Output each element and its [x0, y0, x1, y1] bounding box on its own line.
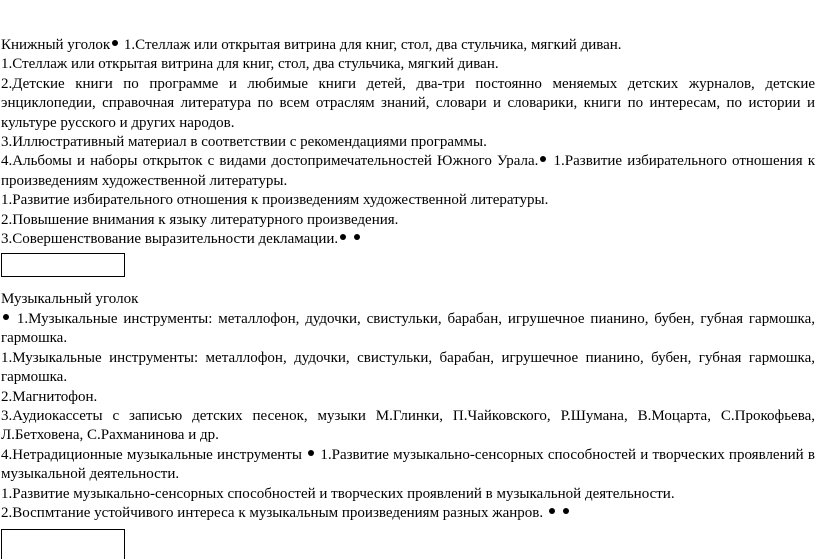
bullet-icon	[563, 508, 569, 514]
bullet-icon	[354, 234, 360, 240]
book-corner-goal-1: 1.Развитие избирательного отношения к произведениям художественной литературы.	[1, 192, 549, 209]
music-corner-goal-1: 1.Развитие музыкально-сенсорных способностей и творческих проявлений в музыкальной деятельности.	[1, 485, 675, 502]
music-corner-goal-2: 2.Воспмтание устойчивого интереса к музыкальным произведениям разных жанров.	[1, 504, 544, 521]
book-corner-item-1: 1.Стеллаж или открытая витрина для книг, стол, два стульчика, мягкий диван.	[1, 56, 499, 73]
empty-frame	[1, 253, 125, 277]
music-corner-goal-2-line	[0, 504, 816, 523]
book-corner-item-4: 4.Альбомы и наборы открыток с видами достопримечательностей Южного Урала.	[1, 153, 539, 170]
bullet-icon	[340, 234, 346, 240]
book-corner-goal-3-line	[0, 230, 816, 249]
book-corner-item-4-line	[0, 152, 816, 191]
music-corner-goal-inline: 1.Развитие музыкально-сенсорных способностей и творческих проявлений в музыкальной деятельности.	[1, 446, 815, 483]
book-corner-intro-item: 1.Стеллаж или открытая витрина для книг, стол, два стульчика, мягкий диван.	[123, 37, 622, 53]
book-corner-title: Книжный уголок	[1, 37, 111, 53]
music-corner-item-2: 2.Магнитофон.	[1, 388, 98, 405]
bullet-icon	[540, 156, 546, 162]
music-corner-intro-item: 1.Музыкальные инструменты: металлофон, дудочки, свистульки, барабан, игрушечное пианино, бубен, губная гармошка, гармошка.	[1, 310, 815, 347]
bullet-icon	[308, 450, 314, 456]
book-corner-goal-3: 3.Совершенствование выразительности декламации.	[1, 231, 339, 248]
empty-frame-bottom	[1, 529, 125, 559]
music-corner-item-4-line	[0, 446, 816, 485]
document-page	[0, 36, 816, 559]
music-corner-item-1: 1.Музыкальные инструменты: металлофон, дудочки, свистульки, барабан, игрушечное пианино, бубен, губная гармошка, гармошка.	[1, 349, 815, 386]
book-corner-goal-2: 2.Повышение внимания к языку литературного произведения.	[1, 211, 399, 228]
music-corner-item-3: 3.Аудиокассеты с записью детских песенок, музыки М.Глинки, П.Чайковского, Р.Шумана, В.Моцарта, С.Прокофьева, Л.Бетховена, С.Рахманинова и др.	[1, 407, 815, 444]
book-corner-item-2: 2.Детские книги по программе и любимые книги детей, два-три постоянно меняемых детских журналов, детские энциклопедии, справочная литература по всем отраслям знаний, словари и словарики, книги по интересам, по истории и культуре русского и других народов.	[1, 75, 815, 131]
music-corner-item-4: 4.Нетрадиционные музыкальные инструменты	[1, 446, 302, 463]
music-corner-intro-line	[0, 310, 816, 349]
book-corner-goal-inline: 1.Развитие избирательного отношения к произведениям художественной литературы.	[1, 153, 815, 189]
music-corner-title: Музыкальный уголок	[1, 291, 139, 308]
bullet-icon	[549, 508, 555, 514]
spacer	[0, 277, 816, 290]
bullet-icon	[112, 40, 118, 46]
book-corner-heading-line	[0, 36, 816, 55]
bullet-icon	[3, 314, 9, 320]
book-corner-item-3: 3.Иллюстративный материал в соответствии с рекомендациями программы.	[1, 134, 487, 151]
